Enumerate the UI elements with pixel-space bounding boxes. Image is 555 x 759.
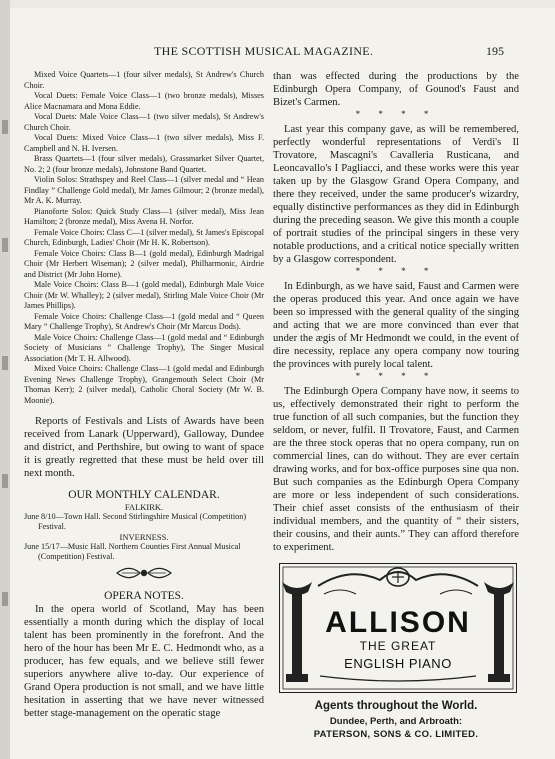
binding-mark <box>2 356 8 370</box>
opera-paragraph: than was effected during the productions by the Edinburgh Opera Company, of Gounod's Faust and Bizet's Carmen. <box>273 71 519 108</box>
binding-mark <box>2 120 8 134</box>
left-column <box>24 70 264 720</box>
award-entry: Male Voice Choirs: Class B—1 (gold medal), Edinburgh Male Voice Choir (Mr W. Whalley); 2 (silver medal), Stirling Male Voice Choir (Mr James Phillips). <box>24 280 264 310</box>
calendar-city: FALKIRK. <box>124 502 164 512</box>
calendar-city: INVERNESS. <box>119 532 169 542</box>
opera-paragraph: The Edinburgh Opera Company have now, it seems to us, effectively demonstrated their right to perform the true function of all such companies, but the function they seldom, or never, fulfil. Il Trovatore, Faust, and Carmen are the three stock operas that no opera company, run on commercial lines, can do without. They are ever certain drawing works, and for box-office purposes sine qua non. But such companies as the Edinburgh Opera Company are more or less independent of such considerations. Their chief asset consists of the enthusiasm of their individual members, and the quantity of “ their sisters, their cousins, and their aunts.” They can afford therefore to experiment. <box>273 386 519 553</box>
binding-mark <box>2 474 8 488</box>
right-column <box>273 70 519 554</box>
allison-piano-advertisement <box>279 563 517 693</box>
binding-mark <box>2 592 8 606</box>
crest-icon <box>318 568 478 594</box>
calendar-entry: June 15/17—Music Hall. Northern Counties First Annual Musical (Competition) Festival. <box>24 542 241 561</box>
opera-paragraph: In Edinburgh, as we have said, Faust and Carmen were the operas produced this year. And once again we have been so impressed with the general quality of the singing and acting that we are more convinced than ever that under the ægis of Mr Hedmondt we could, in the event of dire necessity, replace any opera company now touring the provinces with purely local talent. <box>273 281 519 370</box>
book-binding <box>0 0 10 759</box>
award-entry: Female Voice Choirs: Challenge Class—1 (gold medal and “ Queen Mary ” Challenge Trophy), St Andrew's Choir (Mr Marcus Dods). <box>24 311 264 331</box>
brand-subtitle: THE GREAT <box>359 639 437 653</box>
binding-mark <box>2 238 8 252</box>
advert-cities: Dundee, Perth, and Arbroath: <box>329 716 463 727</box>
opera-paragraph: Last year this company gave, as will be remembered, perfectly wonderful representations of Verdi's Il Trovatore, Mascagni's Cavalleria Rusticana, and Leoncavallo's I Pagliacci, and these works were this year taken up by the Glasgow Grand Opera Company, and there they received, under the same producer's wizardry, equally distinctive performances as they did in Edinburgh during the preceding season. We give this month a couple of portrait studies of the principal singers in these very notable productions, and a critical notice specially written by a Glasgow correspondent. <box>273 124 519 265</box>
opera-continued <box>273 70 519 554</box>
award-entry: Female Voice Choirs: Class B—1 (gold medal), Edinburgh Madrigal Choir (Mr Herbert Wiseman); 2 (silver medal), Philharmonic, Airdrie and District (Mr John Horne). <box>24 248 264 279</box>
award-entry: Vocal Duets: Male Voice Class—1 (two silver medals), St Andrew's Church Choir. <box>24 112 264 132</box>
award-entry: Pianoforte Solos: Quick Study Class—1 (silver medal), Miss Jean Hamilton; 2 (bronze medal), Miss Avena H. Norfor. <box>24 206 264 226</box>
running-header: THE SCOTTISH MUSICAL MAGAZINE. <box>154 44 374 58</box>
calendar-entry: June 8/10—Town Hall. Second Stirlingshire Musical (Competition) Festival. <box>24 512 247 531</box>
page-number: 195 <box>486 44 504 58</box>
advert-agent: PATERSON, SONS & CO. LIMITED. <box>313 729 479 740</box>
advert-tagline: Agents throughout the World. <box>314 700 478 712</box>
brand-subtitle: ENGLISH PIANO <box>344 656 452 671</box>
section-break: * * * * <box>355 109 437 119</box>
award-entry: Mixed Voice Choirs: Challenge Class—1 (gold medal and Edinburgh Evening News Challenge Trophy), Grangemouth Select Choir (Mr Thomas Kerr); 2 (silver medal), Catholic Choral Society (Mr W. B. Moonie). <box>24 364 264 405</box>
award-entry: Vocal Duets: Female Voice Class—1 (two bronze medals), Misses Alice Macnamara and Mona Eddie. <box>24 91 264 111</box>
right-column-icon <box>484 582 514 682</box>
opera-notes <box>24 603 264 720</box>
calendar-heading: OUR MONTHLY CALENDAR. <box>68 489 220 501</box>
award-list <box>24 70 264 406</box>
award-entry: Male Voice Choirs: Challenge Class—1 (gold medal and “ Edinburgh Society of Musicians ” Challenge Trophy), The Singer Musical Association (Mr T. H. Allwood). <box>24 332 264 363</box>
award-entry: Female Voice Choirs: Class C—1 (silver medal), St James's Episcopal Church, Edinburgh, Ladies' Choir (Mr H. K. Robertson). <box>24 227 264 247</box>
award-entry: Vocal Duets: Mixed Voice Class—1 (two silver medals), Miss F. Campbell and N. H. Iversen. <box>24 133 264 153</box>
decorative-ornament-icon <box>24 566 264 585</box>
reports-paragraph: Reports of Festivals and Lists of Awards have been received from Lanark (Upperward), Galloway, Dundee and district, and Perthshire, but owing to want of space it is greatly regretted that these must be held over till next month. <box>24 416 264 479</box>
left-column-icon <box>282 582 312 682</box>
advert-caption <box>273 699 519 741</box>
award-entry: Violin Solos: Strathspey and Reel Class—1 (silver medal and “ Hean Findlay ” Challenge Gold medal), Mr James Gilmour; 2 (bronze medal), Mr A. K. Murray. <box>24 175 264 205</box>
section-break: * * * * <box>355 266 437 276</box>
award-entry: Brass Quartets—1 (four silver medals), Grassmarket Silver Quartet, No. 2; 2 (four bronze medals), Johnstone Band Quartet. <box>24 154 264 174</box>
reports-notice <box>24 415 264 480</box>
opera-heading: OPERA NOTES. <box>104 590 184 602</box>
section-break: * * * * <box>355 371 437 381</box>
opera-paragraph: In the opera world of Scotland, May has been essentially a month during which the display of local talent has been prominently in the forefront. And the hero of the hour has been Mr E. C. Hedmondt who, as a producer, has few equals, and we believe still fewer superiors anywhere alive to-day. Our experience of Grand Opera production is not small, and we have little hesitation in asserting that we have never witnessed better stage-management on the operatic stage <box>24 604 264 719</box>
brand-name: ALLISON <box>325 606 471 639</box>
advert-artwork <box>280 564 516 692</box>
award-entry: Mixed Voice Quartets—1 (four silver medals), St Andrew's Church Choir. <box>24 70 264 90</box>
